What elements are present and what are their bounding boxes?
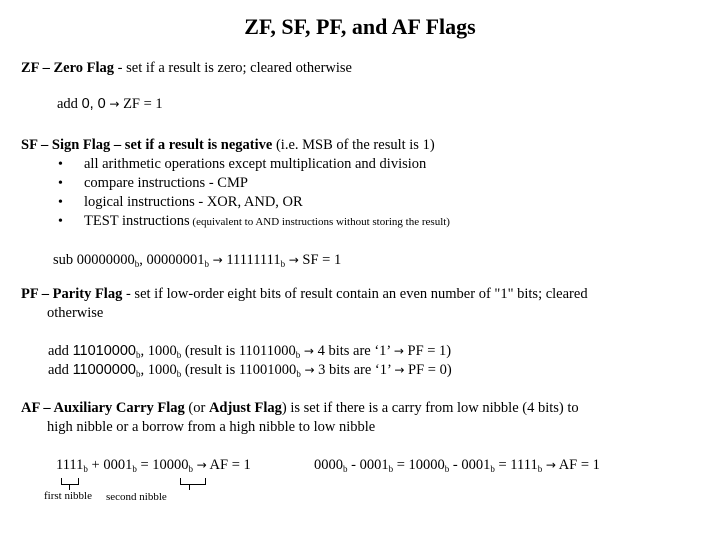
sf-example-operand: , 00000001: [139, 252, 205, 268]
binary-suffix: b: [537, 464, 543, 474]
pf-heading: PF – Parity Flag: [21, 286, 123, 302]
pf-example-flag: PF = 0): [404, 362, 452, 378]
af-example-1: [56, 457, 251, 474]
binary-suffix: b: [136, 350, 141, 360]
binary-suffix: b: [176, 350, 182, 360]
pf-example-operand: , 1000: [140, 343, 177, 359]
bracket-pointer: [189, 484, 190, 490]
af-example-operand: - 0001: [449, 457, 491, 473]
pf-example-operand: 11010000: [72, 343, 136, 359]
sf-bullet-text: logical instructions - XOR, AND, OR: [84, 194, 303, 210]
pf-heading-line: [21, 286, 588, 303]
sf-bullet-text: TEST instructions: [84, 213, 190, 229]
arrow-icon: →: [304, 363, 315, 377]
arrow-icon: →: [288, 253, 299, 267]
arrow-icon: →: [109, 97, 120, 111]
first-nibble-bracket: [61, 478, 79, 485]
sf-bullet-text-line: [84, 213, 450, 230]
pf-example-flag: PF = 1): [403, 343, 452, 359]
sf-example-result: 11111111: [222, 252, 281, 268]
pf-example-count: 4 bits are ‘1’: [313, 343, 394, 359]
arrow-icon: →: [303, 344, 314, 358]
binary-suffix: b: [295, 350, 301, 360]
slide-title: ZF, SF, PF, and AF Flags: [244, 14, 476, 39]
binary-suffix: b: [444, 464, 450, 474]
pf-example-count: 3 bits are ‘1’: [314, 362, 395, 378]
sf-bullet-text: compare instructions - CMP: [84, 175, 248, 191]
pf-example-result: (result is 11001000: [181, 362, 297, 378]
binary-suffix: b: [136, 369, 141, 379]
af-example-flag: AF = 1: [555, 457, 600, 473]
af-description: ) is set if there is a carry from low nibble (4 bits) to: [281, 400, 579, 416]
zf-heading: ZF – Zero Flag: [21, 60, 115, 76]
zf-description: - set if a result is zero; cleared otherwise: [114, 60, 352, 76]
binary-suffix: b: [134, 259, 140, 269]
af-example-result: = 10000: [136, 457, 189, 473]
sf-example: [53, 252, 341, 269]
binary-suffix: b: [388, 464, 394, 474]
sf-bullet-note: (equivalent to AND instructions without storing the result): [189, 216, 450, 228]
bullet-icon: •: [58, 176, 63, 191]
binary-suffix: b: [176, 369, 182, 379]
arrow-icon: →: [212, 253, 223, 267]
binary-suffix: b: [83, 464, 88, 474]
arrow-icon: →: [393, 344, 404, 358]
binary-suffix: b: [188, 464, 194, 474]
sf-bullet-2: [58, 175, 248, 192]
sf-heading: SF – Sign Flag – set if a result is negative: [21, 137, 273, 153]
af-example-result: = 10000: [393, 457, 445, 473]
pf-description: - set if low-order eight bits of result contain an even number of "1" bits; cleared: [122, 286, 588, 302]
af-example-operand: 0000: [314, 457, 343, 473]
binary-suffix: b: [490, 464, 495, 474]
af-example-operand: 1111: [56, 457, 84, 473]
binary-suffix: b: [132, 464, 137, 474]
sf-bullet-3: [58, 194, 303, 211]
arrow-icon: →: [545, 458, 556, 472]
af-example-2: [314, 457, 600, 474]
bullet-icon: •: [58, 214, 63, 229]
second-nibble-bracket: [180, 478, 206, 485]
af-example-result: = 1111: [494, 457, 538, 473]
pf-example-2: [48, 362, 452, 379]
sf-example-op: sub 00000000: [53, 252, 135, 268]
arrow-icon: →: [196, 458, 207, 472]
af-heading-alt: Adjust Flag: [208, 400, 282, 416]
sf-bullet-4: [58, 213, 450, 230]
arrow-icon: →: [394, 363, 405, 377]
sf-bullet-text: all arithmetic operations except multiplication and division: [84, 156, 427, 172]
af-description-cont: high nibble or a borrow from a high nibble to low nibble: [47, 419, 376, 435]
af-example-operand: + 0001: [87, 457, 133, 473]
binary-suffix: b: [204, 259, 210, 269]
af-heading-line: [21, 400, 579, 417]
bullet-icon: •: [58, 157, 63, 172]
af-description: (or: [184, 400, 209, 416]
bullet-icon: •: [58, 195, 63, 210]
zf-example: [57, 96, 163, 113]
pf-example-operand: , 1000: [140, 362, 177, 378]
sf-description: (i.e. MSB of the result is 1): [272, 137, 435, 153]
af-heading: AF – Auxiliary Carry Flag: [21, 400, 185, 416]
zf-example-op: add: [57, 96, 82, 112]
binary-suffix: b: [296, 369, 301, 379]
zf-example-result: ZF = 1: [119, 96, 163, 112]
sf-example-flag: SF = 1: [298, 252, 342, 268]
first-nibble-label: first nibble: [44, 490, 92, 502]
zf-heading-line: [21, 60, 352, 77]
pf-example-operand: 11000000: [72, 362, 136, 378]
af-example-operand: - 0001: [347, 457, 389, 473]
pf-description-cont: otherwise: [47, 305, 104, 321]
second-nibble-label: second nibble: [106, 491, 167, 503]
pf-example-1: [48, 343, 451, 360]
af-example-flag: AF = 1: [206, 457, 251, 473]
sf-heading-line: [21, 137, 435, 154]
sf-bullet-1: [58, 156, 427, 173]
binary-suffix: b: [343, 464, 348, 474]
pf-example-result: (result is 11011000: [181, 343, 296, 359]
pf-example-op: add: [48, 343, 73, 359]
binary-suffix: b: [280, 259, 286, 269]
pf-example-op: add: [48, 362, 73, 378]
zf-example-args: 0, 0: [81, 96, 106, 112]
